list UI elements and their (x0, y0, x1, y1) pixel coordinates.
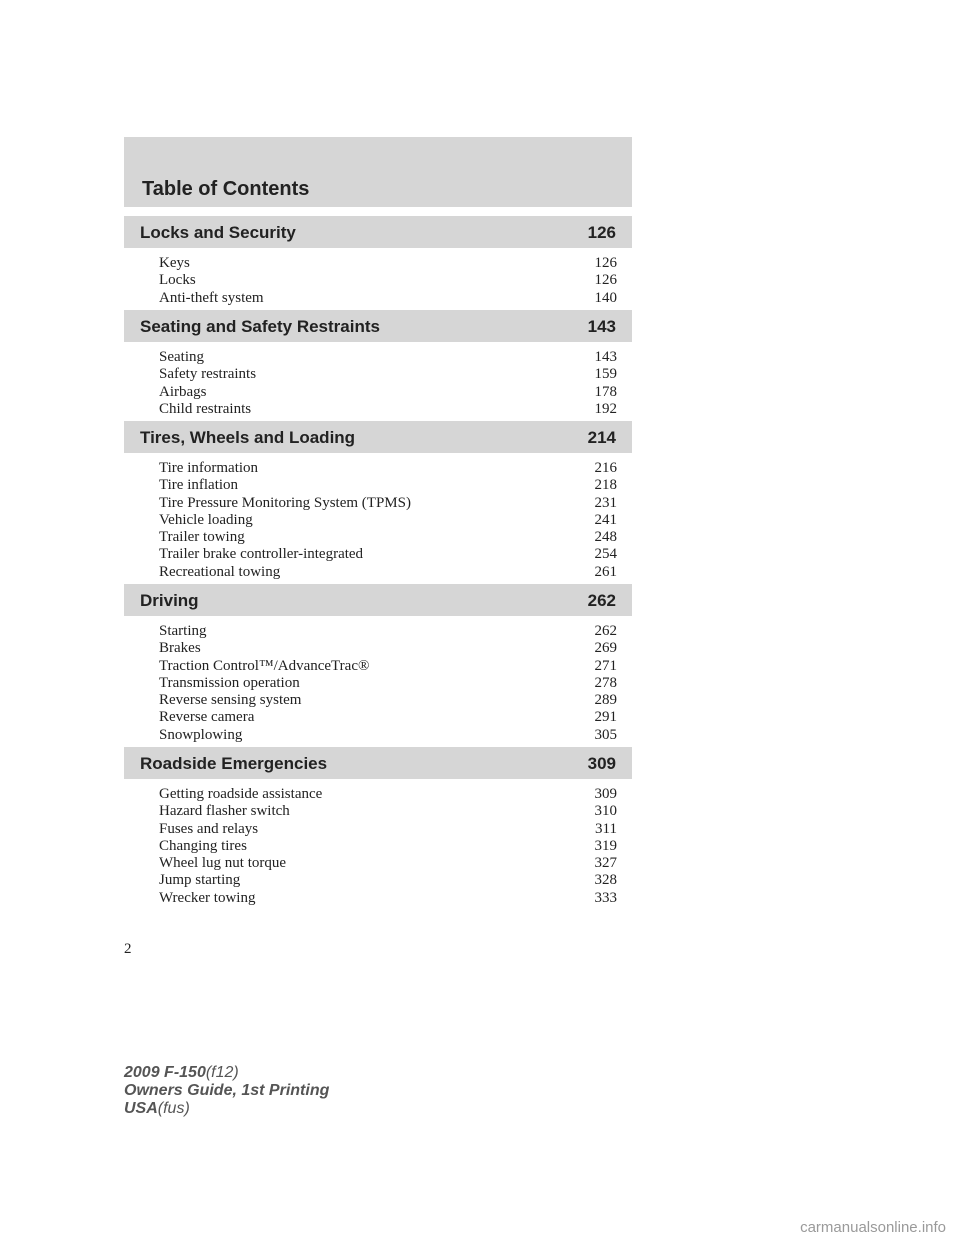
entry-label: Seating (159, 349, 204, 365)
footer-market: USA (124, 1100, 158, 1117)
entry-label: Traction Control™/AdvanceTrac® (159, 657, 370, 674)
entry-page: 309 (594, 786, 617, 802)
toc-entry[interactable] (159, 366, 617, 383)
entry-label: Getting roadside assistance (159, 786, 323, 802)
toc-entry[interactable] (159, 623, 617, 640)
footer-line-model (124, 1064, 329, 1082)
entry-page: 269 (594, 640, 617, 657)
entry-page: 126 (594, 272, 617, 289)
entry-page: 311 (595, 820, 617, 837)
entry-page: 262 (594, 623, 617, 639)
entry-label: Tire inflation (159, 477, 239, 494)
entry-label: Reverse sensing system (159, 692, 302, 709)
section-page: 214 (587, 428, 616, 447)
entry-label: Wheel lug nut torque (159, 855, 287, 872)
toc-entry[interactable] (159, 349, 617, 366)
toc-entry[interactable] (159, 512, 617, 529)
section-entries-driving (159, 623, 617, 744)
footer-model-code: (f12) (205, 1064, 239, 1081)
entry-page: 327 (594, 855, 617, 872)
entry-page: 241 (594, 511, 617, 528)
toc-entry[interactable] (159, 546, 617, 563)
section-title: Tires, Wheels and Loading (140, 428, 356, 447)
entry-page: 319 (594, 837, 617, 854)
entry-label: Tire Pressure Monitoring System (TPMS) (159, 494, 411, 511)
footer-market-code: (fus) (157, 1100, 190, 1117)
toc-entry[interactable] (159, 786, 617, 803)
entry-label: Reverse camera (159, 709, 255, 726)
entry-page: 231 (594, 494, 617, 511)
toc-entry[interactable] (159, 640, 617, 657)
toc-entry[interactable] (159, 872, 617, 889)
entry-label: Wrecker towing (159, 889, 256, 906)
section-title: Locks and Security (140, 223, 296, 242)
section-header-driving[interactable] (124, 584, 632, 616)
entry-label: Jump starting (159, 872, 241, 889)
section-title: Roadside Emergencies (140, 754, 328, 773)
entry-page: 305 (594, 726, 617, 743)
toc-entry[interactable] (159, 401, 617, 418)
toc-entry[interactable] (159, 529, 617, 546)
entry-label: Airbags (159, 383, 207, 400)
entry-page: 178 (594, 383, 617, 400)
entry-page: 216 (594, 460, 617, 476)
entry-label: Brakes (159, 640, 201, 657)
toc-entry[interactable] (159, 838, 617, 855)
section-entries-locks-and-security (159, 255, 617, 307)
entry-label: Changing tires (159, 837, 247, 854)
toc-entry[interactable] (159, 890, 617, 907)
toc-entry[interactable] (159, 460, 617, 477)
section-entries-seating-and-safety-restraints (159, 349, 617, 418)
section-page: 309 (587, 754, 616, 773)
entry-label: Locks (159, 272, 196, 289)
entry-page: 261 (594, 563, 617, 580)
footer-printing: Owners Guide, 1st Printing (124, 1082, 330, 1099)
section-title: Seating and Safety Restraints (140, 317, 380, 336)
entry-page: 140 (594, 289, 617, 306)
entry-page: 192 (594, 400, 617, 417)
entry-page: 289 (594, 692, 617, 709)
section-page: 126 (587, 223, 616, 242)
entry-page: 278 (594, 674, 617, 691)
entry-page: 333 (594, 889, 617, 906)
entry-label: Child restraints (159, 400, 252, 417)
entry-label: Tire information (159, 460, 259, 476)
entry-label: Vehicle loading (159, 511, 253, 528)
toc-entry[interactable] (159, 675, 617, 692)
toc-entry[interactable] (159, 272, 617, 289)
section-header-locks-and-security[interactable] (124, 216, 632, 248)
site-watermark: carmanualsonline.info (800, 1219, 946, 1236)
toc-entry[interactable] (159, 290, 617, 307)
entry-label: Recreational towing (159, 563, 281, 580)
footer-line-market (124, 1100, 329, 1118)
entry-label: Keys (159, 255, 190, 271)
section-entries-roadside-emergencies (159, 786, 617, 907)
entry-label: Fuses and relays (159, 820, 259, 837)
entry-label: Safety restraints (159, 366, 257, 383)
section-page: 143 (587, 317, 616, 336)
section-title: Driving (140, 591, 199, 610)
section-header-seating-and-safety-restraints[interactable] (124, 310, 632, 342)
print-footer (124, 1064, 329, 1118)
footer-model: 2009 F-150 (124, 1064, 206, 1081)
toc-entry[interactable] (159, 384, 617, 401)
section-entries-tires-wheels-and-loading (159, 460, 617, 581)
entry-label: Trailer brake controller-integrated (159, 546, 364, 563)
entry-label: Snowplowing (159, 726, 243, 743)
toc-entry[interactable] (159, 727, 617, 744)
section-header-tires-wheels-and-loading[interactable] (124, 421, 632, 453)
toc-entry[interactable] (159, 564, 617, 581)
toc-header (124, 137, 632, 207)
entry-label: Trailer towing (159, 529, 245, 546)
entry-page: 291 (594, 709, 617, 726)
toc-entry[interactable] (159, 855, 617, 872)
entry-page: 218 (594, 477, 617, 494)
entry-page: 271 (594, 657, 617, 674)
footer-line-printing (124, 1082, 329, 1100)
entry-page: 126 (594, 255, 617, 271)
toc-entry[interactable] (159, 495, 617, 512)
toc-entry[interactable] (159, 692, 617, 709)
toc-entry[interactable] (159, 803, 617, 820)
toc-entry[interactable] (159, 821, 617, 838)
toc-entry[interactable] (159, 658, 617, 675)
section-page: 262 (587, 591, 616, 610)
entry-page: 143 (594, 349, 617, 365)
entry-page: 254 (594, 546, 617, 563)
entry-page: 310 (594, 803, 617, 820)
entry-label: Starting (159, 623, 207, 639)
toc-entry[interactable] (159, 477, 617, 494)
toc-entry[interactable] (159, 255, 617, 272)
entry-label: Hazard flasher switch (159, 803, 290, 820)
page-number: 2 (124, 941, 132, 957)
entry-label: Transmission operation (159, 674, 300, 691)
page-title: Table of Contents (142, 178, 310, 200)
entry-page: 159 (594, 366, 617, 383)
toc-entry[interactable] (159, 709, 617, 726)
entry-page: 328 (594, 872, 617, 889)
section-header-roadside-emergencies[interactable] (124, 747, 632, 779)
entry-page: 248 (594, 529, 617, 546)
entry-label: Anti-theft system (159, 289, 264, 306)
